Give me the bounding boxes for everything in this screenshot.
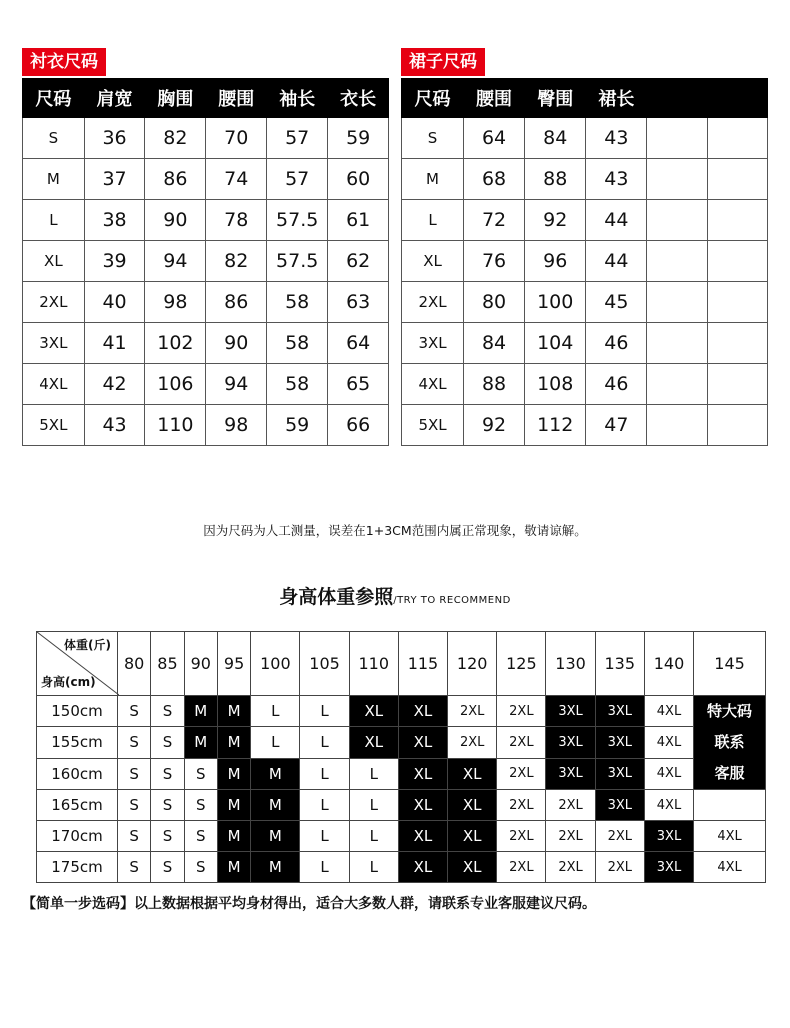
- size-cell: 2XL: [546, 821, 595, 852]
- shirt-size-cell: M: [23, 159, 85, 200]
- size-cell: 2XL: [497, 696, 546, 727]
- shirt-size-cell: 2XL: [23, 282, 85, 323]
- shirt-value-cell: 42: [84, 364, 145, 405]
- shirt-header-cell: 腰围: [206, 79, 267, 118]
- height-cell: 150cm: [37, 696, 118, 727]
- size-cell: 4XL: [694, 852, 766, 883]
- skirt-value-cell: 88: [525, 159, 586, 200]
- shirt-size-tag: 衬衣尺码: [22, 48, 106, 76]
- shirt-value-cell: 60: [328, 159, 389, 200]
- shirt-header-cell: 衣长: [328, 79, 389, 118]
- shirt-row: [23, 323, 389, 364]
- size-cell: L: [300, 821, 349, 852]
- size-cell: XL: [398, 696, 447, 727]
- shirt-header-cell: 胸围: [145, 79, 206, 118]
- size-cell: S: [118, 758, 151, 789]
- skirt-value-cell: 43: [586, 159, 647, 200]
- skirt-header-cell: [647, 79, 707, 118]
- skirt-value-cell: 47: [586, 405, 647, 446]
- footer-note: 【简单一步选码】以上数据根据平均身材得出，适合大多数人群，请联系专业客服建议尺码。: [22, 896, 596, 912]
- skirt-header-cell: 裙长: [586, 79, 647, 118]
- skirt-header-row: [402, 79, 768, 118]
- size-cell: M: [217, 758, 250, 789]
- shirt-row: [23, 364, 389, 405]
- size-cell: L: [251, 696, 300, 727]
- shirt-value-cell: 38: [84, 200, 145, 241]
- shirt-value-cell: 58: [267, 323, 328, 364]
- special-size-line: 特大码: [707, 702, 753, 720]
- weight-header-cell: 100: [251, 632, 300, 696]
- skirt-row: [402, 405, 768, 446]
- skirt-value-cell: [707, 364, 767, 405]
- shirt-size-cell: 4XL: [23, 364, 85, 405]
- size-cell: XL: [448, 758, 497, 789]
- shirt-value-cell: 61: [328, 200, 389, 241]
- skirt-size-cell: M: [402, 159, 464, 200]
- size-cell: 2XL: [497, 852, 546, 883]
- skirt-value-cell: [647, 200, 707, 241]
- size-cell: S: [184, 821, 217, 852]
- shirt-value-cell: 94: [206, 364, 267, 405]
- shirt-value-cell: 58: [267, 364, 328, 405]
- skirt-value-cell: [647, 118, 707, 159]
- size-cell: XL: [398, 790, 447, 821]
- size-cell: S: [118, 727, 151, 758]
- height-axis-label: 身高(cm): [41, 675, 96, 689]
- skirt-value-cell: 84: [464, 323, 525, 364]
- skirt-value-cell: 88: [464, 364, 525, 405]
- size-cell: 2XL: [546, 790, 595, 821]
- skirt-value-cell: [647, 159, 707, 200]
- shirt-value-cell: 110: [145, 405, 206, 446]
- size-cell: 3XL: [644, 821, 693, 852]
- weight-header-cell: 80: [118, 632, 151, 696]
- corner-header-cell: [37, 632, 118, 696]
- skirt-value-cell: [647, 364, 707, 405]
- height-cell: 160cm: [37, 758, 118, 789]
- size-cell: L: [251, 727, 300, 758]
- skirt-row: [402, 364, 768, 405]
- size-cell: S: [118, 790, 151, 821]
- shirt-value-cell: 78: [206, 200, 267, 241]
- shirt-value-cell: 64: [328, 323, 389, 364]
- shirt-size-cell: 3XL: [23, 323, 85, 364]
- special-size-line: 客服: [714, 764, 745, 782]
- shirt-value-cell: 59: [267, 405, 328, 446]
- shirt-size-cell: 5XL: [23, 405, 85, 446]
- skirt-value-cell: 45: [586, 282, 647, 323]
- skirt-value-cell: 84: [525, 118, 586, 159]
- skirt-value-cell: [707, 241, 767, 282]
- skirt-value-cell: [647, 282, 707, 323]
- shirt-value-cell: 82: [206, 241, 267, 282]
- size-cell: 4XL: [644, 696, 693, 727]
- weight-header-cell: 140: [644, 632, 693, 696]
- skirt-header-cell: 臀围: [525, 79, 586, 118]
- size-cell: 3XL: [546, 758, 595, 789]
- size-cell: 2XL: [595, 821, 644, 852]
- size-cell: M: [217, 821, 250, 852]
- shirt-value-cell: 90: [206, 323, 267, 364]
- shirt-value-cell: 43: [84, 405, 145, 446]
- size-cell: 3XL: [546, 696, 595, 727]
- weight-axis-label: 体重(斤): [64, 638, 111, 652]
- weight-header-cell: 145: [694, 632, 766, 696]
- height-row: [37, 696, 766, 727]
- height-row: [37, 821, 766, 852]
- size-cell: S: [184, 758, 217, 789]
- height-row: [37, 852, 766, 883]
- skirt-value-cell: 104: [525, 323, 586, 364]
- shirt-header-row: [23, 79, 389, 118]
- size-cell: XL: [448, 790, 497, 821]
- size-cell: L: [300, 696, 349, 727]
- size-cell: 2XL: [497, 727, 546, 758]
- size-cell: S: [151, 696, 184, 727]
- skirt-size-cell: XL: [402, 241, 464, 282]
- height-weight-table: [36, 631, 766, 883]
- height-row: [37, 758, 766, 789]
- measurement-note: 因为尺码为人工测量，误差在1+3CM范围内属正常现象，敬请谅解。: [203, 523, 587, 538]
- shirt-value-cell: 62: [328, 241, 389, 282]
- weight-header-cell: 125: [497, 632, 546, 696]
- height-cell: 165cm: [37, 790, 118, 821]
- skirt-value-cell: 44: [586, 200, 647, 241]
- skirt-value-cell: 72: [464, 200, 525, 241]
- size-cell: 4XL: [644, 758, 693, 789]
- size-cell: 4XL: [644, 790, 693, 821]
- shirt-value-cell: 98: [206, 405, 267, 446]
- skirt-value-cell: 100: [525, 282, 586, 323]
- size-cell: XL: [398, 821, 447, 852]
- shirt-value-cell: 57: [267, 118, 328, 159]
- weight-header-cell: 95: [217, 632, 250, 696]
- skirt-header-cell: [707, 79, 767, 118]
- size-cell: 3XL: [546, 727, 595, 758]
- size-cell: L: [349, 852, 398, 883]
- size-cell: M: [217, 852, 250, 883]
- skirt-size-cell: L: [402, 200, 464, 241]
- skirt-value-cell: 92: [464, 405, 525, 446]
- skirt-row: [402, 282, 768, 323]
- skirt-value-cell: 76: [464, 241, 525, 282]
- size-cell: L: [349, 821, 398, 852]
- size-cell: M: [184, 727, 217, 758]
- size-cell: XL: [349, 696, 398, 727]
- shirt-value-cell: 58: [267, 282, 328, 323]
- size-cell: 2XL: [448, 727, 497, 758]
- skirt-size-cell: 5XL: [402, 405, 464, 446]
- shirt-value-cell: 106: [145, 364, 206, 405]
- shirt-value-cell: 41: [84, 323, 145, 364]
- size-cell: M: [251, 821, 300, 852]
- reference-title-main: 身高体重参照: [279, 586, 394, 608]
- size-cell: XL: [448, 821, 497, 852]
- size-cell: S: [118, 821, 151, 852]
- skirt-value-cell: [707, 282, 767, 323]
- weight-header-cell: 120: [448, 632, 497, 696]
- shirt-value-cell: 65: [328, 364, 389, 405]
- shirt-size-cell: XL: [23, 241, 85, 282]
- weight-header-cell: 115: [398, 632, 447, 696]
- shirt-row: [23, 200, 389, 241]
- size-cell: 2XL: [546, 852, 595, 883]
- special-size-cell: [694, 696, 766, 790]
- skirt-row: [402, 200, 768, 241]
- size-cell: 4XL: [644, 727, 693, 758]
- size-cell: L: [349, 790, 398, 821]
- shirt-value-cell: 70: [206, 118, 267, 159]
- shirt-value-cell: 37: [84, 159, 145, 200]
- skirt-size-cell: 3XL: [402, 323, 464, 364]
- size-cell: XL: [398, 727, 447, 758]
- weight-header-cell: 130: [546, 632, 595, 696]
- shirt-row: [23, 282, 389, 323]
- skirt-value-cell: 108: [525, 364, 586, 405]
- shirt-value-cell: 82: [145, 118, 206, 159]
- size-cell: L: [300, 852, 349, 883]
- size-cell: S: [151, 758, 184, 789]
- skirt-value-cell: 46: [586, 364, 647, 405]
- skirt-value-cell: [647, 405, 707, 446]
- size-cell: 2XL: [595, 852, 644, 883]
- size-cell: S: [184, 790, 217, 821]
- skirt-value-cell: 64: [464, 118, 525, 159]
- skirt-value-cell: [707, 405, 767, 446]
- weight-header-cell: 90: [184, 632, 217, 696]
- size-cell: M: [251, 852, 300, 883]
- size-cell: XL: [349, 727, 398, 758]
- skirt-value-cell: 92: [525, 200, 586, 241]
- size-cell: 2XL: [497, 758, 546, 789]
- skirt-value-cell: [707, 159, 767, 200]
- skirt-value-cell: [707, 323, 767, 364]
- skirt-row: [402, 323, 768, 364]
- shirt-value-cell: 63: [328, 282, 389, 323]
- size-cell: S: [151, 852, 184, 883]
- skirt-row: [402, 159, 768, 200]
- height-cell: 155cm: [37, 727, 118, 758]
- weight-header-cell: 110: [349, 632, 398, 696]
- skirt-value-cell: 46: [586, 323, 647, 364]
- shirt-row: [23, 159, 389, 200]
- size-cell: XL: [398, 758, 447, 789]
- shirt-header-cell: 袖长: [267, 79, 328, 118]
- skirt-value-cell: [647, 241, 707, 282]
- skirt-header-cell: 尺码: [402, 79, 464, 118]
- height-row: [37, 727, 766, 758]
- skirt-size-cell: 2XL: [402, 282, 464, 323]
- size-cell: 2XL: [497, 790, 546, 821]
- empty-cell: [694, 790, 766, 821]
- skirt-size-table: [401, 78, 768, 446]
- shirt-value-cell: 40: [84, 282, 145, 323]
- size-cell: M: [251, 790, 300, 821]
- size-cell: M: [217, 696, 250, 727]
- weight-header-row: [37, 632, 766, 696]
- size-cell: 3XL: [644, 852, 693, 883]
- shirt-value-cell: 86: [145, 159, 206, 200]
- special-size-line: 联系: [714, 733, 745, 751]
- shirt-value-cell: 57: [267, 159, 328, 200]
- shirt-value-cell: 66: [328, 405, 389, 446]
- size-cell: L: [300, 790, 349, 821]
- height-cell: 175cm: [37, 852, 118, 883]
- skirt-value-cell: [647, 323, 707, 364]
- size-cell: M: [217, 727, 250, 758]
- size-cell: S: [151, 821, 184, 852]
- shirt-header-cell: 尺码: [23, 79, 85, 118]
- shirt-row: [23, 118, 389, 159]
- size-cell: M: [251, 758, 300, 789]
- shirt-value-cell: 86: [206, 282, 267, 323]
- shirt-value-cell: 94: [145, 241, 206, 282]
- size-cell: XL: [398, 852, 447, 883]
- height-cell: 170cm: [37, 821, 118, 852]
- shirt-size-table: [22, 78, 389, 446]
- size-cell: M: [184, 696, 217, 727]
- size-cell: XL: [448, 852, 497, 883]
- shirt-value-cell: 102: [145, 323, 206, 364]
- skirt-value-cell: [707, 118, 767, 159]
- size-cell: 3XL: [595, 790, 644, 821]
- skirt-size-cell: 4XL: [402, 364, 464, 405]
- skirt-value-cell: 43: [586, 118, 647, 159]
- shirt-value-cell: 39: [84, 241, 145, 282]
- size-cell: L: [300, 727, 349, 758]
- shirt-value-cell: 59: [328, 118, 389, 159]
- size-cell: 3XL: [595, 758, 644, 789]
- size-cell: S: [151, 790, 184, 821]
- size-cell: 3XL: [595, 727, 644, 758]
- shirt-value-cell: 74: [206, 159, 267, 200]
- size-cell: 4XL: [694, 821, 766, 852]
- shirt-row: [23, 405, 389, 446]
- size-cell: M: [217, 790, 250, 821]
- shirt-value-cell: 98: [145, 282, 206, 323]
- skirt-header-cell: 腰围: [464, 79, 525, 118]
- size-cell: L: [349, 758, 398, 789]
- weight-header-cell: 85: [151, 632, 184, 696]
- shirt-size-cell: L: [23, 200, 85, 241]
- reference-title: [0, 582, 790, 609]
- skirt-value-cell: 44: [586, 241, 647, 282]
- size-cell: S: [151, 727, 184, 758]
- skirt-value-cell: 80: [464, 282, 525, 323]
- skirt-value-cell: 96: [525, 241, 586, 282]
- size-cell: 2XL: [448, 696, 497, 727]
- size-cell: L: [300, 758, 349, 789]
- reference-title-sub: /TRY TO RECOMMEND: [393, 595, 511, 606]
- size-cell: 2XL: [497, 821, 546, 852]
- shirt-row: [23, 241, 389, 282]
- shirt-header-cell: 肩宽: [84, 79, 145, 118]
- size-cell: 3XL: [595, 696, 644, 727]
- skirt-row: [402, 241, 768, 282]
- skirt-value-cell: 112: [525, 405, 586, 446]
- shirt-value-cell: 36: [84, 118, 145, 159]
- skirt-value-cell: [707, 200, 767, 241]
- size-cell: S: [118, 696, 151, 727]
- skirt-row: [402, 118, 768, 159]
- height-row: [37, 790, 766, 821]
- size-cell: S: [184, 852, 217, 883]
- shirt-value-cell: 90: [145, 200, 206, 241]
- skirt-value-cell: 68: [464, 159, 525, 200]
- shirt-value-cell: 57.5: [267, 200, 328, 241]
- weight-header-cell: 105: [300, 632, 349, 696]
- size-cell: S: [118, 852, 151, 883]
- shirt-value-cell: 57.5: [267, 241, 328, 282]
- weight-header-cell: 135: [595, 632, 644, 696]
- skirt-size-cell: S: [402, 118, 464, 159]
- skirt-size-tag: 裙子尺码: [401, 48, 485, 76]
- shirt-size-cell: S: [23, 118, 85, 159]
